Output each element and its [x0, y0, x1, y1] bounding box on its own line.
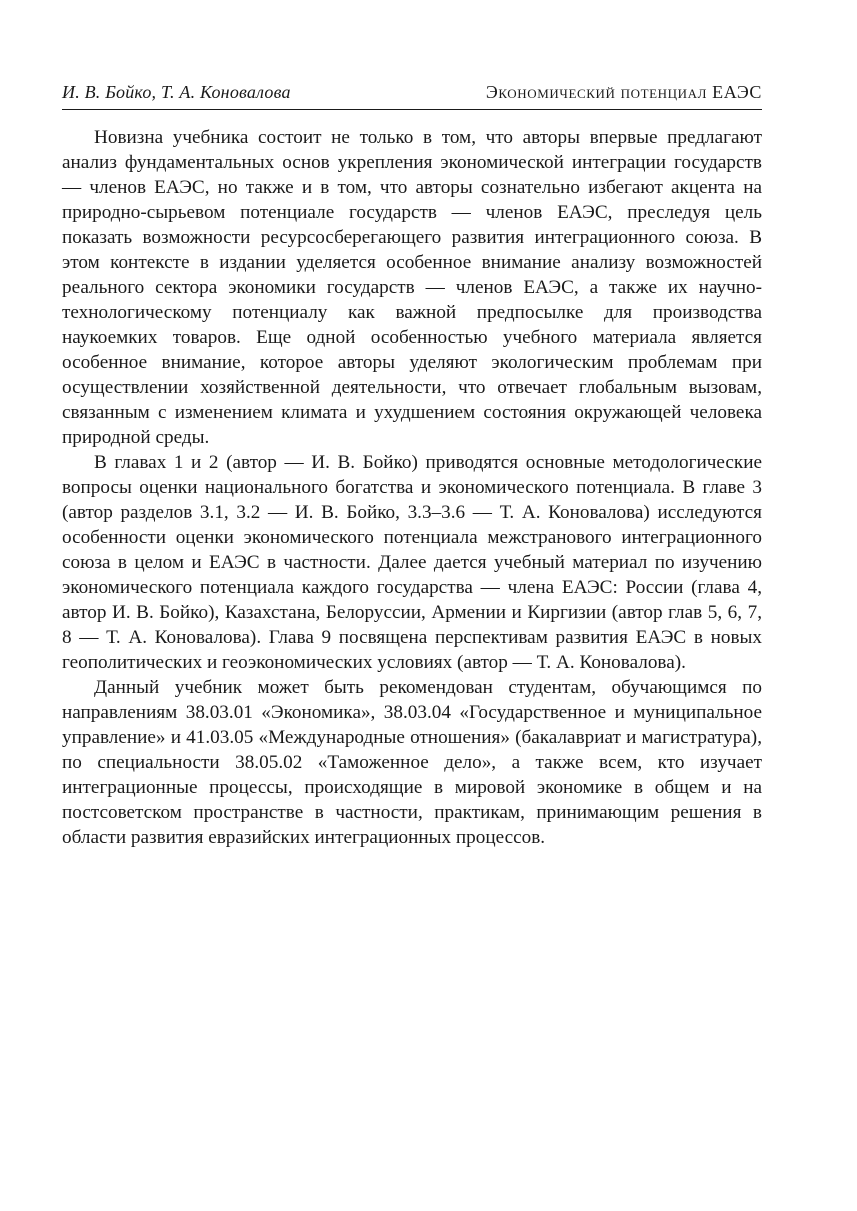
body-text [62, 125, 762, 850]
running-head-authors: И. В. Бойко, Т. А. Коновалова [62, 82, 291, 102]
paragraph: Данный учебник может быть рекомендован студентам, обучающимся по направлениям 38.03.01 «Экономика», 38.03.04 «Государственное и муниципальное управление» и 41.03.05 «Международные отношения» (бакалавриат и магистратура), по специальности 38.05.02 «Таможенное дело», а также всем, кто изучает интеграционные процессы, происходящие в мировой экономике в общем и на постсоветском пространстве в частности, практикам, принимающим решения в области развития евразийских интеграционных процессов. [62, 677, 762, 848]
running-head [62, 0, 762, 110]
book-page [62, 0, 762, 850]
running-head-title: Экономический потенциал ЕАЭС [485, 82, 762, 102]
paragraph: Новизна учебника состоит не только в том, что авторы впервые предлагают анализ фундаментальных основ укрепления экономической интеграции государств — членов ЕАЭС, но также и в том, что авторы сознательно избегают акцента на природно-сырьевом потенциале государств — членов ЕАЭС, преследуя цель показать возможности ресурсосберегающего развития интеграционного союза. В этом контексте в издании уделяется особенное внимание анализу возможностей реального сектора экономики государств — членов ЕАЭС, а также их научно-технологическому потенциалу как важной предпосылке для производства наукоемких товаров. Еще одной особенностью учебного материала является особенное внимание, которое авторы уделяют экологическим проблемам при осуществлении хозяйственной деятельности, что отвечает глобальным вызовам, связанным с изменением климата и ухудшением состояния окружающей человека природной среды. [62, 127, 762, 448]
paragraph: В главах 1 и 2 (автор — И. В. Бойко) приводятся основные методологические вопросы оценки национального богатства и экономического потенциала. В главе 3 (автор разделов 3.1, 3.2 — И. В. Бойко, 3.3–3.6 — Т. А. Коновалова) исследуются особенности оценки экономического потенциала межстранового интеграционного союза в целом и ЕАЭС в частности. Далее дается учебный материал по изучению экономического потенциала каждого государства — члена ЕАЭС: России (глава 4, автор И. В. Бойко), Казахстана, Белоруссии, Армении и Киргизии (автор глав 5, 6, 7, 8 — Т. А. Коновалова). Глава 9 посвящена перспективам развития ЕАЭС в новых геополитических и геоэкономических условиях (автор — Т. А. Коновалова). [62, 452, 762, 673]
